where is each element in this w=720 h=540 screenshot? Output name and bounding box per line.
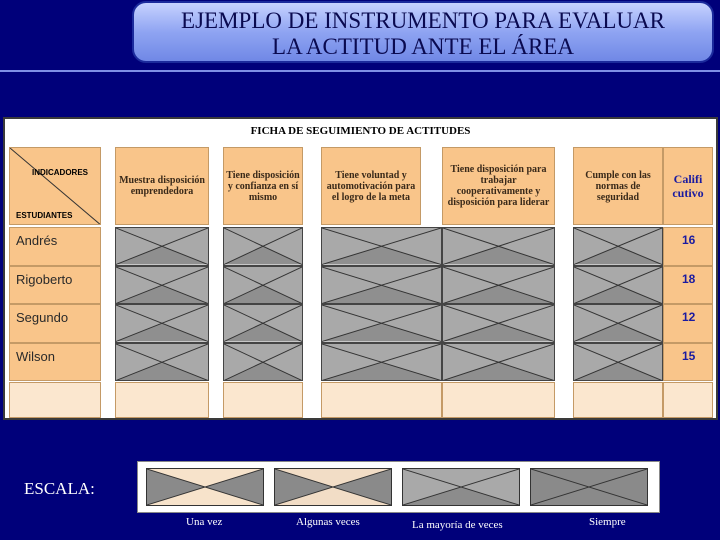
scale-level-algunas-veces: Algunas veces [296, 516, 360, 528]
student-name: Andrés [9, 227, 101, 266]
header-corner [9, 147, 101, 225]
empty-cell [223, 382, 303, 418]
student-score: 16 [663, 227, 713, 266]
rating-cell [115, 343, 209, 382]
rating-cell [223, 227, 303, 266]
scale-swatch-la-mayoria [402, 468, 520, 506]
rating-cell [442, 304, 555, 343]
student-score: 15 [663, 343, 713, 382]
scale-swatch-una-vez [146, 468, 264, 506]
rating-cell [321, 304, 442, 343]
grade-header: Califi cutivo [663, 147, 713, 225]
empty-name-cell [9, 382, 101, 418]
rating-cell [442, 227, 555, 266]
title-line-2: LA ACTITUD ANTE EL ÁREA [272, 34, 574, 59]
empty-cell [573, 382, 663, 418]
rating-cell [321, 227, 442, 266]
corner-indicadores-label: INDICADORES [32, 168, 89, 177]
rating-cell [115, 266, 209, 305]
rating-cell [573, 266, 663, 305]
student-name: Rigoberto [9, 266, 101, 305]
corner-estudiantes-label: ESTUDIANTES [16, 211, 73, 220]
rating-cell [115, 227, 209, 266]
rating-cell [115, 304, 209, 343]
student-name: Wilson [9, 343, 101, 382]
rating-cell [442, 266, 555, 305]
scale-level-la-mayoria: La mayoría de veces [412, 519, 503, 531]
indicator-header-5: Cumple con las normas de seguridad [573, 147, 663, 225]
title-line-1: EJEMPLO DE INSTRUMENTO PARA EVALUAR [181, 8, 665, 33]
rating-cell [223, 266, 303, 305]
empty-cell [115, 382, 209, 418]
empty-cell [321, 382, 442, 418]
scale-level-siempre: Siempre [589, 516, 626, 528]
scale-swatch-siempre [530, 468, 648, 506]
indicator-header-3: Tiene voluntad y automotivación para el logro de la meta [321, 147, 421, 225]
empty-grade-cell [663, 382, 713, 418]
indicator-header-2: Tiene disposición y confianza en sí mismo [223, 147, 303, 225]
rating-cell [321, 343, 442, 382]
rating-cell [573, 343, 663, 382]
scale-level-una-vez: Una vez [186, 516, 223, 528]
indicator-header-4: Tiene disposición para trabajar cooperativamente y disposición para liderar [442, 147, 555, 225]
rating-cell [573, 304, 663, 343]
attitude-tracking-sheet [3, 117, 718, 420]
empty-cell [442, 382, 555, 418]
scale-swatch-algunas-veces [274, 468, 392, 506]
rating-cell [442, 343, 555, 382]
scale-legend [137, 461, 660, 513]
indicator-header-1: Muestra disposición emprendedora [115, 147, 209, 225]
rating-cell [573, 227, 663, 266]
rating-cell [321, 266, 442, 305]
sheet-title: FICHA DE SEGUIMIENTO DE ACTITUDES [250, 125, 471, 137]
student-score: 18 [663, 266, 713, 305]
scale-label: ESCALA: [24, 479, 95, 498]
title-divider [0, 70, 720, 72]
rating-cell [223, 343, 303, 382]
student-name: Segundo [9, 304, 101, 343]
rating-cell [223, 304, 303, 343]
slide-title [132, 1, 714, 63]
student-score: 12 [663, 304, 713, 343]
